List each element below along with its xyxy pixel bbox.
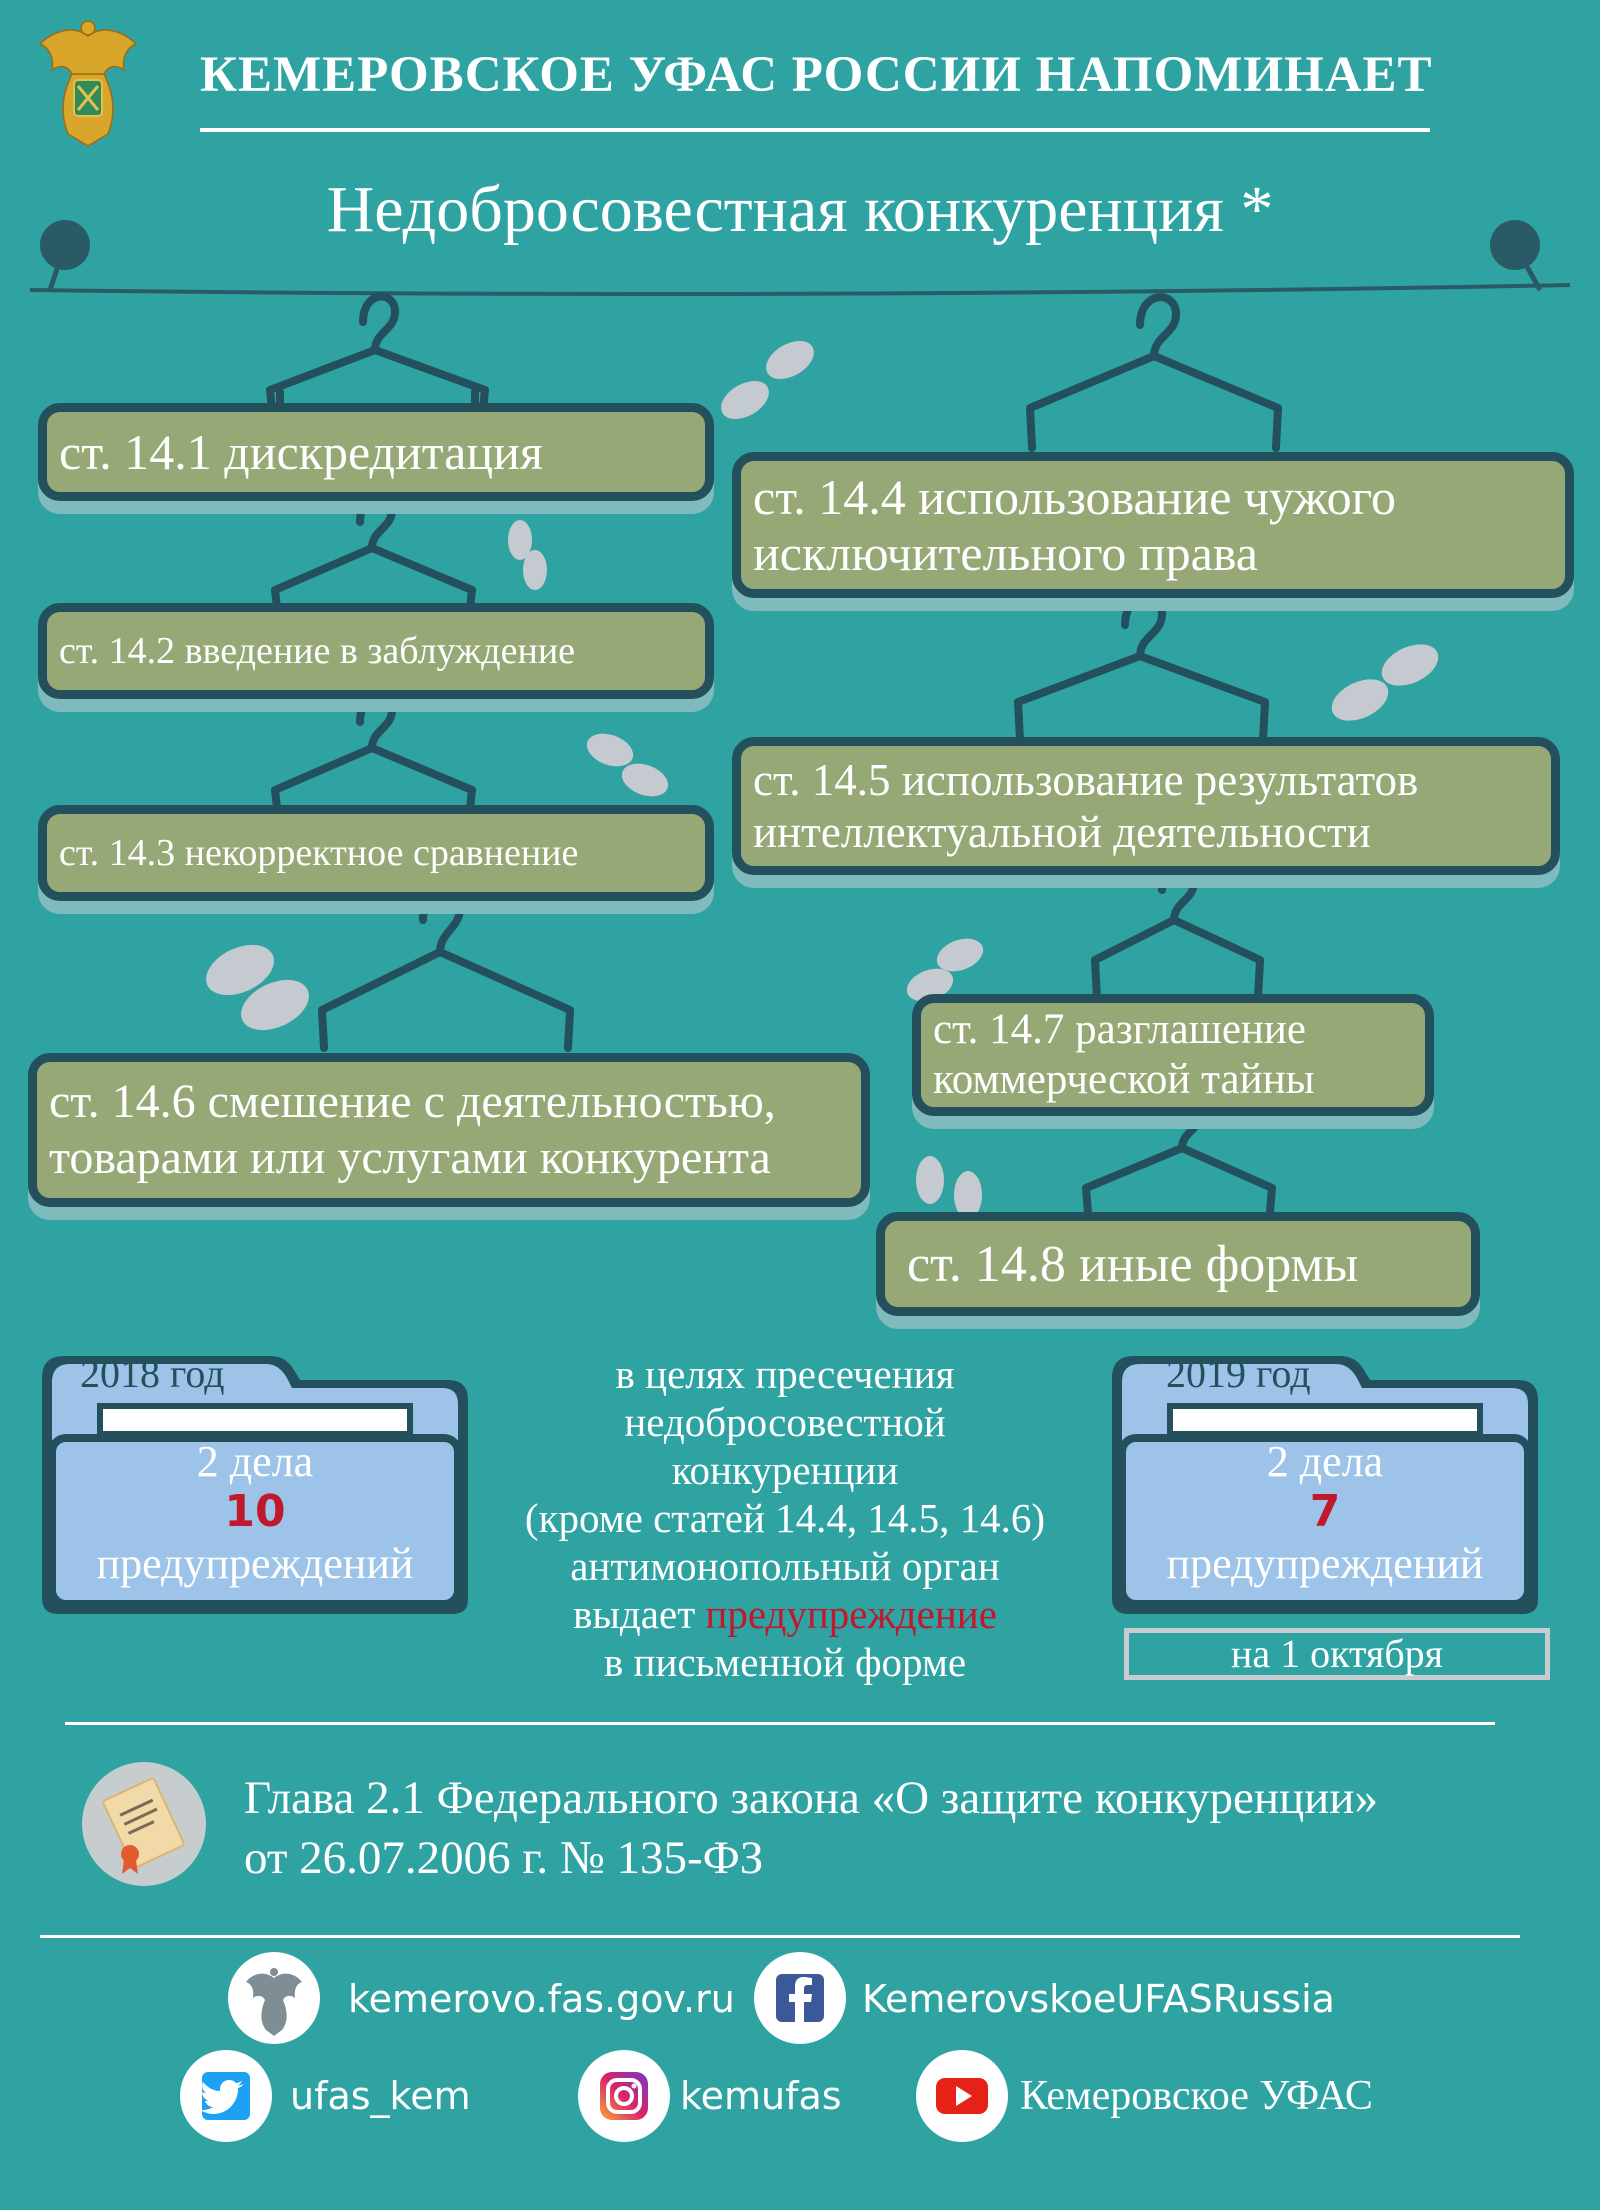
divider [40,1935,1520,1938]
article-line: ст. 14.8 иные формы [907,1235,1359,1293]
hanger-icon [1086,1101,1272,1212]
article-card-14-4 [732,452,1574,598]
warning-highlight: предупреждение [705,1591,997,1637]
footprints-icon [198,935,317,1040]
center-line: конкуренции [671,1447,899,1493]
header-title: КЕМЕРОВСКОЕ УФАС РОССИИ НАПОМИНАЕТ [200,47,1433,103]
facebook-icon[interactable] [754,1952,846,2044]
year-2019-label: 2019 год [1166,1351,1311,1396]
date-note-text: на 1 октября [1230,1631,1444,1676]
cases-2019: 2 дела [1266,1437,1384,1486]
center-line: недобросовестной [624,1399,946,1445]
article-line: ст. 14.4 использование чужого [753,469,1396,525]
rope-icon [30,220,1570,294]
hanger-icon [270,297,485,410]
center-explanation [480,1350,1090,1686]
youtube-icon[interactable] [916,2050,1008,2142]
article-line: интеллектуальной деятельности [753,807,1371,857]
article-card-14-2 [38,603,714,699]
youtube-link[interactable]: Кемеровское УФАС [1020,2073,1373,2119]
hanger-icon [1030,297,1278,448]
instagram-icon[interactable] [578,2050,670,2142]
page-subtitle: Недобросовестная конкуренция * [326,173,1274,246]
hanger-icon [275,496,472,608]
date-note [1124,1628,1550,1680]
article-line: товарами или услугами конкурента [49,1131,771,1184]
article-line: ст. 14.2 введение в заблуждение [59,630,576,672]
instagram-link[interactable]: kemufas [680,2074,842,2118]
article-line: ст. 14.7 разглашение [933,1006,1307,1053]
article-line: ст. 14.3 некорректное сравнение [59,832,579,874]
article-line: коммерческой тайны [933,1056,1315,1103]
website-icon[interactable] [228,1952,320,2044]
article-line: ст. 14.6 смешение с деятельностью, [49,1075,776,1128]
facebook-link[interactable]: KemerovskoeUFASRussia [862,1977,1335,2021]
law-line: Глава 2.1 Федерального закона «О защите конкуренции» [244,1772,1378,1824]
hanger-icon [1095,866,1260,998]
website-link[interactable]: kemerovo.fas.gov.ru [348,1977,735,2021]
article-card-14-7 [912,994,1434,1116]
warnings-label-2019: предупреждений [1166,1539,1484,1588]
hanger-icon [1018,597,1265,740]
footprints-icon [1325,636,1445,729]
footprints-icon [714,333,820,427]
footprints-icon [508,520,547,590]
twitter-link[interactable]: ufas_kem [290,2074,471,2118]
center-line: антимонопольный орган [570,1543,1000,1589]
article-card-14-3 [38,805,714,901]
article-line: исключительного права [753,525,1258,581]
warnings-count-2018: 10 [224,1486,286,1537]
article-card-14-8 [876,1212,1480,1316]
article-line: ст. 14.1 дискредитация [59,424,543,480]
article-card-14-6 [28,1053,870,1207]
article-card-14-1 [38,403,714,501]
document-seal-icon [82,1762,206,1886]
article-line: ст. 14.5 использование результатов [753,755,1419,805]
warnings-label-2018: предупреждений [96,1539,414,1588]
hanger-icon [322,892,570,1048]
divider [65,1722,1495,1725]
warnings-count-2019: 7 [1309,1486,1341,1537]
law-reference [244,1768,1544,1888]
footprints-icon [916,1156,982,1219]
cases-2018: 2 дела [196,1437,314,1486]
twitter-icon[interactable] [180,2050,272,2142]
center-line [480,1590,1090,1638]
year-2018-label: 2018 год [80,1351,225,1396]
law-line: от 26.07.2006 г. № 135-ФЗ [244,1832,764,1884]
footprints-icon [582,728,672,803]
center-line: (кроме статей 14.4, 14.5, 14.6) [524,1495,1046,1541]
center-line-prefix: выдает [573,1591,706,1637]
center-line: в целях пресечения [615,1351,955,1397]
hanger-icon [275,696,472,808]
article-card-14-5 [732,737,1560,875]
center-line: в письменной форме [603,1639,967,1685]
